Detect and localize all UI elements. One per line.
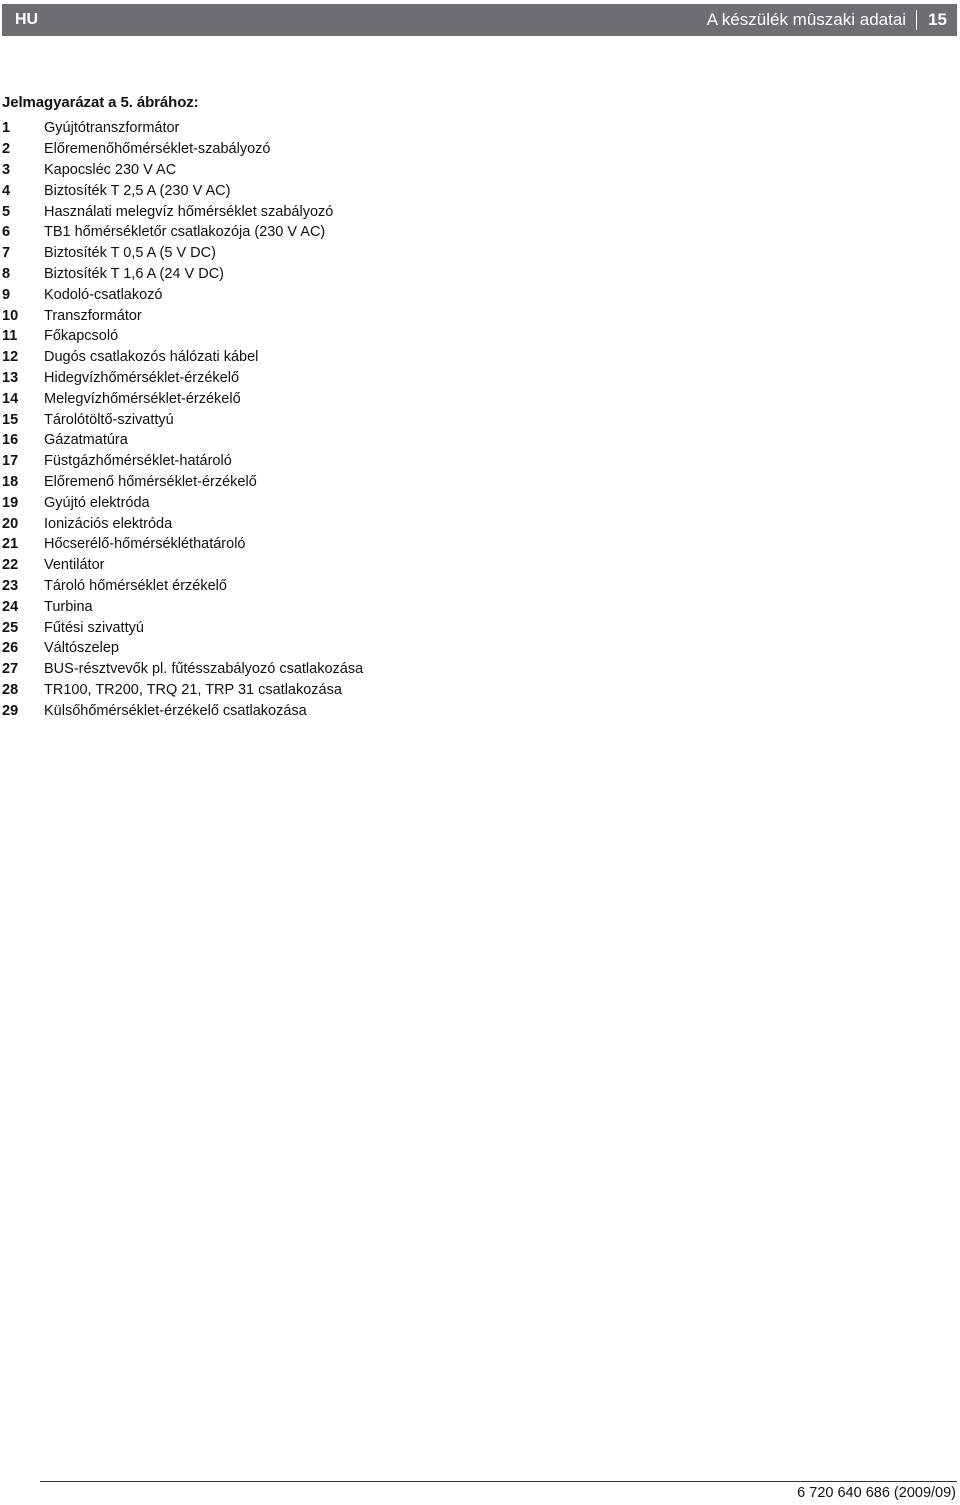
legend-item-text: Hőcserélő-hőmérsékléthatároló	[44, 536, 246, 553]
legend-item-text: Melegvízhőmérséklet-érzékelő	[44, 390, 241, 407]
legend-item	[2, 243, 363, 264]
legend-item-text: Füstgázhőmérséklet-határoló	[44, 453, 232, 470]
legend-item	[2, 118, 363, 139]
legend-item-text: Külsőhőmérséklet-érzékelő csatlakozása	[44, 702, 307, 719]
legend-item	[2, 534, 363, 555]
legend-item-number: 23	[2, 577, 19, 594]
legend-item-number: 16	[2, 432, 19, 449]
legend-item	[2, 617, 363, 638]
legend-item-number: 25	[2, 619, 19, 636]
legend-item-number: 14	[2, 390, 19, 407]
legend-item-text: Használati melegvíz hőmérséklet szabályozó	[44, 203, 334, 220]
legend-item-text: Ventilátor	[44, 557, 105, 574]
legend-item-number: 11	[2, 328, 18, 345]
document-code: 6 720 640 686 (2009/09)	[797, 1485, 956, 1501]
legend-item	[2, 492, 363, 513]
page-number: 15	[928, 10, 947, 29]
legend-item	[2, 409, 363, 430]
legend-title: Jelmagyarázat a 5. ábrához:	[2, 94, 199, 111]
legend-item-text: Hidegvízhőmérséklet-érzékelő	[44, 369, 240, 386]
legend-item	[2, 555, 363, 576]
legend-item	[2, 347, 363, 368]
legend-item-number: 6	[2, 224, 11, 241]
legend-item-number: 19	[2, 494, 19, 511]
legend-item-text: Biztosíték T 0,5 A (5 V DC)	[44, 245, 216, 262]
legend-item-text: Transzformátor	[44, 307, 142, 324]
legend-item-number: 9	[2, 286, 11, 303]
legend-item-number: 20	[2, 515, 19, 532]
legend-item-number: 24	[2, 598, 19, 615]
legend-item-number: 1	[2, 120, 11, 137]
legend-item	[2, 326, 363, 347]
legend-item-number: 13	[2, 369, 19, 386]
legend-item-text: Gyújtótranszformátor	[44, 120, 180, 137]
legend-item	[2, 160, 363, 181]
legend-item-text: Főkapcsoló	[44, 328, 119, 345]
legend-item-number: 2	[2, 141, 11, 158]
legend-item	[2, 201, 363, 222]
legend-item-text: Kodoló-csatlakozó	[44, 286, 163, 303]
legend-item-text: Váltószelep	[44, 640, 119, 657]
legend-item-text: Előremenőhőmérséklet-szabályozó	[44, 141, 271, 158]
legend-item	[2, 596, 363, 617]
page-header	[2, 4, 957, 36]
legend-item	[2, 368, 363, 389]
legend-item-text: Biztosíték T 1,6 A (24 V DC)	[44, 265, 224, 282]
legend-item-number: 21	[2, 536, 19, 553]
legend-item	[2, 700, 363, 721]
legend-item-text: BUS-résztvevők pl. fűtésszabályozó csatlakozása	[44, 661, 364, 678]
header-right	[707, 10, 947, 30]
legend-item-number: 28	[2, 681, 19, 698]
legend-item	[2, 659, 363, 680]
legend-item-text: Előremenő hőmérséklet-érzékelő	[44, 473, 257, 490]
legend-item-text: Kapocsléc 230 V AC	[44, 161, 177, 178]
language-code: HU	[15, 11, 39, 28]
legend-item-number: 3	[2, 161, 11, 178]
legend-item-number: 5	[2, 203, 11, 220]
legend-item-number: 22	[2, 557, 19, 574]
legend-item-number: 7	[2, 245, 11, 262]
legend-item-text: Ionizációs elektróda	[44, 515, 173, 532]
legend-item-text: Gyújtó elektróda	[44, 494, 150, 511]
legend-item-number: 10	[2, 307, 19, 324]
legend-item-number: 29	[2, 702, 19, 719]
legend-item	[2, 180, 363, 201]
legend-item-number: 15	[2, 411, 19, 428]
legend-item	[2, 451, 363, 472]
legend-item-text: Biztosíték T 2,5 A (230 V AC)	[44, 182, 231, 199]
legend-item	[2, 305, 363, 326]
legend-item	[2, 284, 363, 305]
section-title: A készülék mûszaki adatai	[706, 10, 907, 29]
legend-item-text: TB1 hőmérsékletőr csatlakozója (230 V AC)	[44, 224, 326, 241]
legend-item-number: 27	[2, 661, 19, 678]
legend-item	[2, 680, 363, 701]
legend-item	[2, 430, 363, 451]
legend-item-number: 4	[2, 182, 11, 199]
legend-item-text: Dugós csatlakozós hálózati kábel	[44, 349, 259, 366]
legend-item-text: Turbina	[44, 598, 93, 615]
legend-item	[2, 222, 363, 243]
legend-item-number: 17	[2, 453, 19, 470]
legend-item-number: 18	[2, 473, 19, 490]
legend-item-number: 26	[2, 640, 19, 657]
legend-item-number: 12	[2, 349, 19, 366]
header-divider	[916, 10, 917, 30]
legend-item-text: Tárolótöltő-szivattyú	[44, 411, 174, 428]
legend-item	[2, 638, 363, 659]
footer-divider	[40, 1481, 957, 1482]
legend-item-text: Gázatmatúra	[44, 432, 128, 449]
legend-item-text: TR100, TR200, TRQ 21, TRP 31 csatlakozása	[44, 681, 342, 698]
legend-item	[2, 388, 363, 409]
legend-item-number: 8	[2, 265, 11, 282]
legend-item	[2, 139, 363, 160]
legend-item-text: Fűtési szivattyú	[44, 619, 144, 636]
legend-item	[2, 513, 363, 534]
legend-item	[2, 264, 363, 285]
legend-item	[2, 576, 363, 597]
legend-list	[2, 118, 363, 721]
legend-item-text: Tároló hőmérséklet érzékelő	[44, 577, 227, 594]
legend-item	[2, 472, 363, 493]
